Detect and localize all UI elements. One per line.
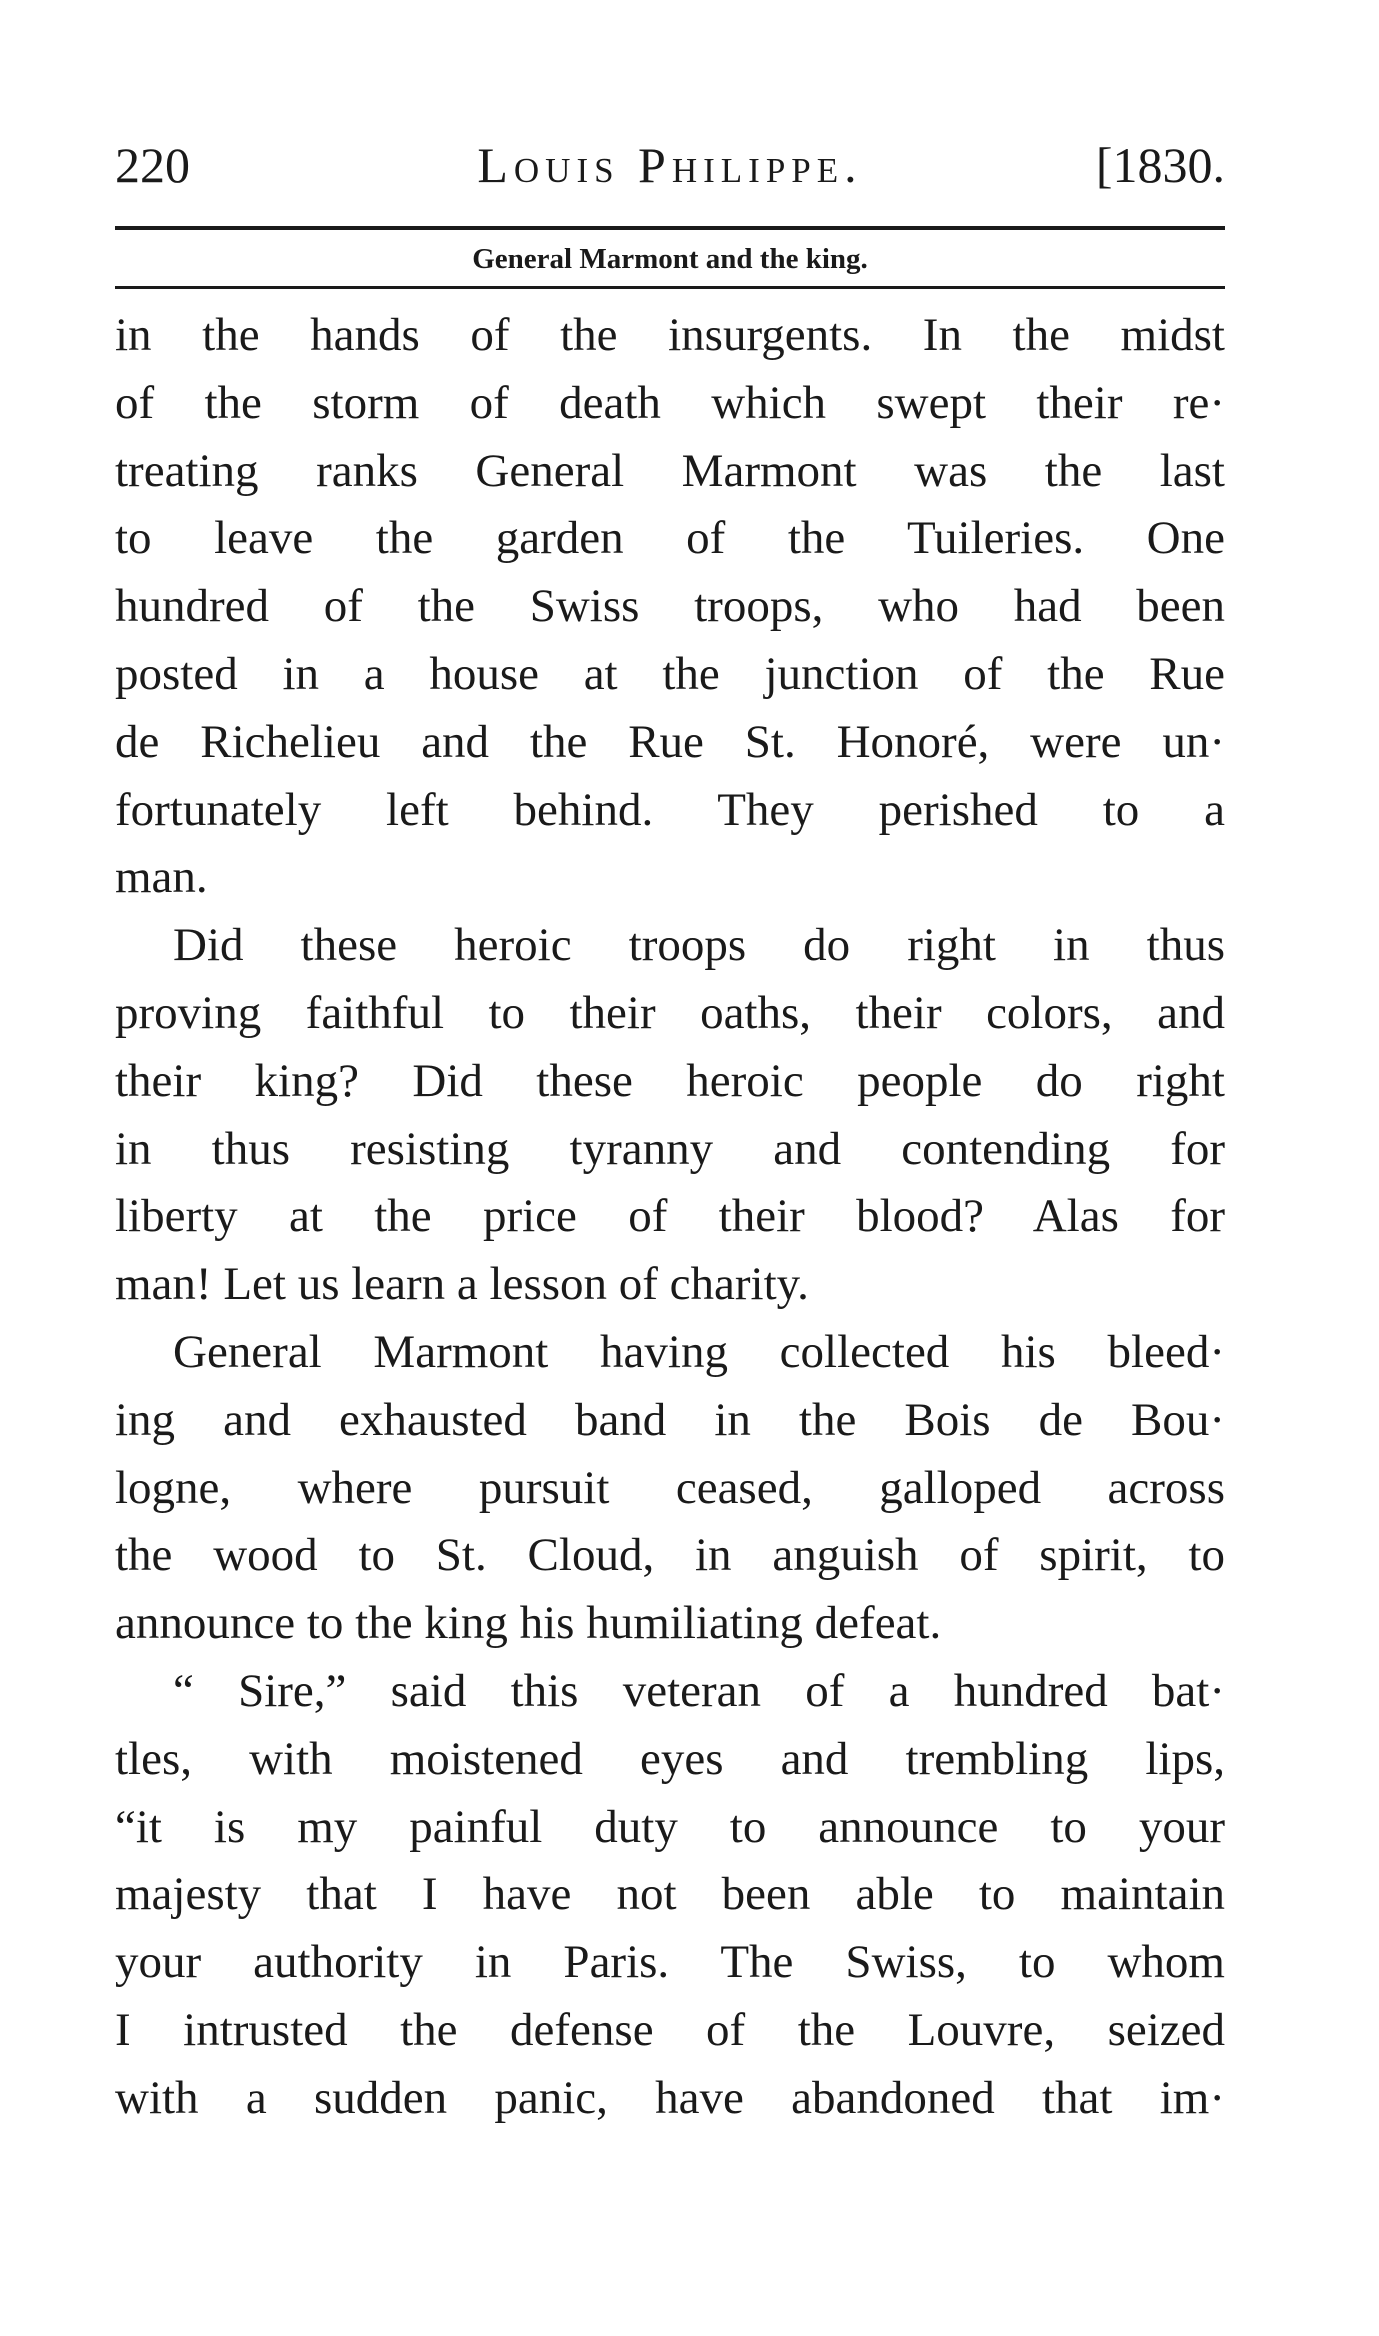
text-line: man! Let us learn a lesson of charity. — [115, 1258, 809, 1311]
text-line: in the hands of the insurgents. In the midst — [115, 309, 1225, 361]
subheading: General Marmont and the king. — [472, 243, 868, 275]
text-line: of the storm of death which swept their re· — [115, 376, 1225, 429]
running-head — [115, 130, 1225, 200]
text-line: with a sudden panic, have abandoned that im· — [115, 2071, 1225, 2124]
text-line: tles, with moistened eyes and trembling lips, — [115, 1732, 1225, 1785]
text-line: man. — [115, 851, 208, 904]
paragraph — [115, 1658, 1225, 2133]
text-line: I intrusted the defense of the Louvre, seized — [115, 2003, 1225, 2056]
text-line: their king? Did these heroic people do right — [115, 1054, 1225, 1107]
body-text — [115, 302, 1225, 2133]
text-line: de Richelieu and the Rue St. Honoré, were un· — [115, 715, 1225, 768]
text-line: posted in a house at the junction of the Rue — [115, 647, 1225, 700]
text-line: treating ranks General Marmont was the last — [115, 444, 1225, 497]
text-line: hundred of the Swiss troops, who had been — [115, 580, 1225, 633]
text-line: logne, where pursuit ceased, galloped across — [115, 1461, 1225, 1514]
text-line: fortunately left behind. They perished to a — [115, 783, 1225, 836]
year-label: [1830. — [1095, 137, 1225, 193]
text-line: your authority in Paris. The Swiss, to whom — [115, 1936, 1225, 1989]
paragraph — [115, 912, 1225, 1319]
paragraph — [115, 302, 1225, 912]
text-line: to leave the garden of the Tuileries. One — [115, 512, 1225, 565]
text-line: “ Sire,” said this veteran of a hundred bat· — [173, 1664, 1225, 1717]
text-line: in thus resisting tyranny and contending for — [115, 1122, 1225, 1175]
text-line: the wood to St. Cloud, in anguish of spirit, to — [115, 1529, 1225, 1582]
book-title: Louis Philippe. — [477, 137, 863, 193]
text-line: ing and exhausted band in the Bois de Bou· — [115, 1393, 1225, 1446]
text-line: announce to the king his humiliating defeat. — [115, 1597, 942, 1650]
header-rule-bottom — [115, 286, 1225, 289]
paragraph — [115, 1319, 1225, 1658]
header-rule-top — [115, 226, 1225, 230]
page-number: 220 — [115, 137, 190, 193]
text-line: majesty that I have not been able to maintain — [115, 1868, 1225, 1921]
text-line: liberty at the price of their blood? Alas for — [115, 1190, 1225, 1243]
text-line: “it is my painful duty to announce to your — [115, 1800, 1225, 1853]
text-line: Did these heroic troops do right in thus — [173, 919, 1225, 972]
text-line: proving faithful to their oaths, their colors, and — [115, 986, 1225, 1039]
text-line: General Marmont having collected his bleed· — [173, 1325, 1225, 1378]
